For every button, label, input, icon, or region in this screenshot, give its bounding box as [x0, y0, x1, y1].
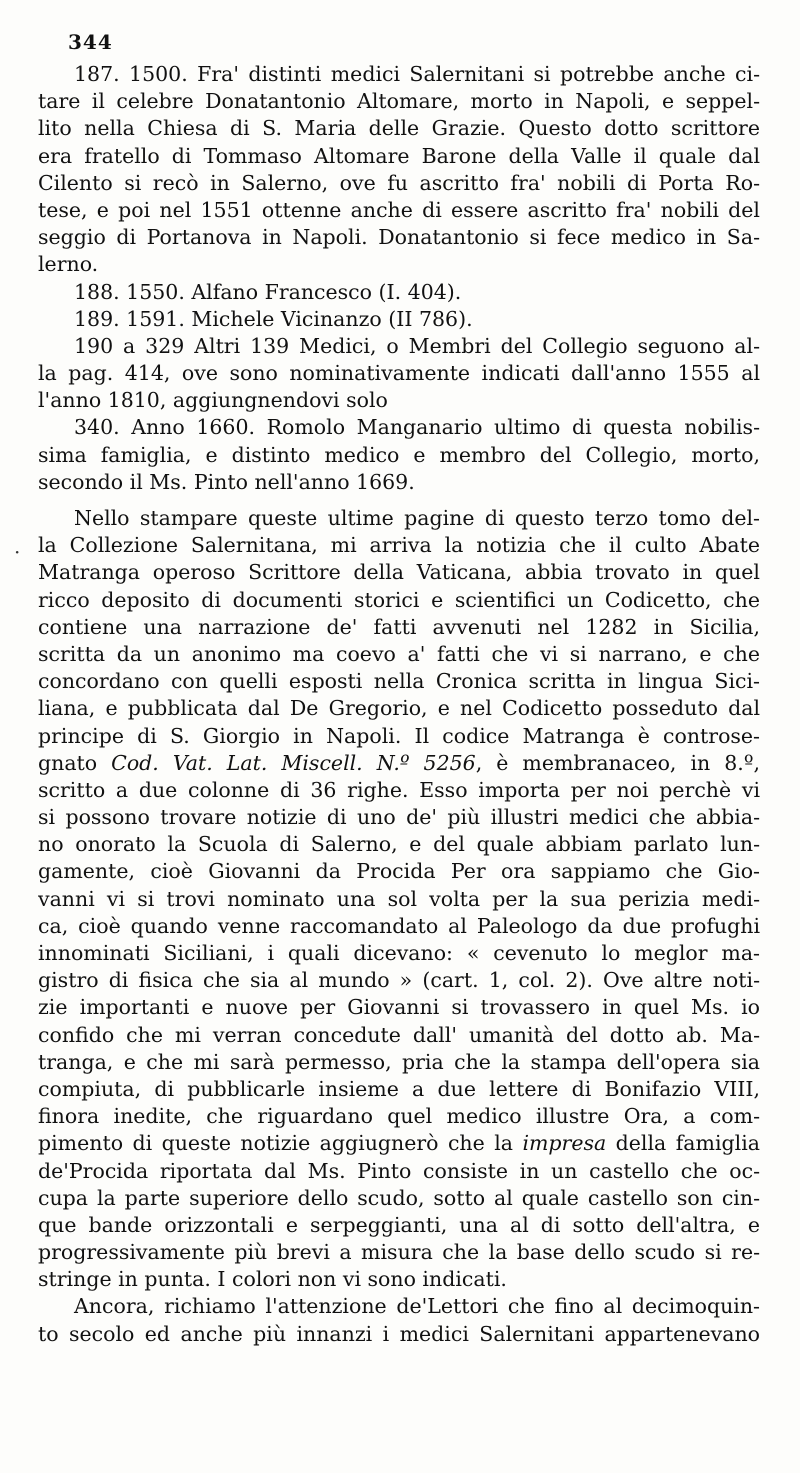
margin-mark-icon: · — [14, 540, 21, 564]
text-segment: gnato — [38, 750, 112, 775]
text-line: Matranga operoso Scrittore della Vaticana, abbia trovato in quel — [38, 560, 760, 585]
text-line: ca, cioè quando venne raccomandato al Paleologo da due profughi — [38, 913, 760, 938]
text-line: 188. 1550. Alfano Francesco (I. 404). — [74, 279, 462, 304]
text-segment: pimento di queste notizie aggiugnerò che la — [38, 1131, 523, 1156]
text-line: stringe in punta. I colori non vi sono indicati. — [38, 1267, 507, 1292]
text-line: contiene una narrazione de' fatti avvenuti nel 1282 in Sicilia, — [38, 614, 760, 639]
text-line: scritta da un anonimo ma coevo a' fatti che vi si narrano, e che — [38, 641, 760, 666]
text-line: era fratello di Tommaso Altomare Barone della Valle il quale dal — [38, 143, 760, 168]
text-line: l'anno 1810, aggiungnendovi solo — [38, 388, 388, 413]
text-line: lerno. — [38, 252, 99, 277]
text-line: secondo il Ms. Pinto nell'anno 1669. — [38, 469, 415, 494]
text-line: confido che mi verran concedute dall' umanità del dotto ab. Ma- — [38, 1022, 760, 1047]
text-line: de'Procida riportata dal Ms. Pinto consiste in un castello che oc- — [38, 1158, 760, 1183]
text-line: cupa la parte superiore dello scudo, sotto al quale castello son cin- — [38, 1185, 760, 1210]
text-line: zie importanti e nuove per Giovanni si trovassero in quel Ms. io — [38, 995, 760, 1020]
text-line: progressivamente più brevi a misura che la base dello scudo si re- — [38, 1240, 760, 1265]
text-line: tare il celebre Donatantonio Altomare, morto in Napoli, e seppel- — [38, 89, 760, 114]
text-line: lito nella Chiesa di S. Maria delle Grazie. Questo dotto scrittore — [38, 116, 760, 141]
text-line: tese, e poi nel 1551 ottenne anche di essere ascritto fra' nobili del — [38, 197, 760, 222]
text-line: finora inedite, che riguardano quel medico illustre Ora, a com- — [38, 1104, 760, 1129]
text-segment: della famiglia — [606, 1131, 760, 1156]
text-line: sima famiglia, e distinto medico e membro del Collegio, morto, — [38, 442, 760, 467]
text-line: 340. Anno 1660. Romolo Manganario ultimo di questa nobilis- — [74, 415, 760, 440]
italic-text: Cod. Vat. Lat. Miscell. N.º 5256 — [111, 750, 476, 775]
text-line: no onorato la Scuola di Salerno, e del quale abbiam parlato lun- — [38, 832, 760, 857]
text-line: que bande orizzontali e serpeggianti, una al di sotto dell'altra, e — [38, 1212, 760, 1237]
text-line: la Collezione Salernitana, mi arriva la notizia che il culto Abate — [38, 533, 760, 558]
text-line: 189. 1591. Michele Vicinanzo (II 786). — [74, 306, 473, 331]
text-line: Ancora, richiamo l'attenzione de'Lettori che fino al decimoquin- — [74, 1294, 760, 1319]
text-line: concordano con quelli esposti nella Cronica scritta in lingua Sici- — [38, 669, 760, 694]
text-line — [38, 750, 760, 777]
text-line: Cilento si recò in Salerno, ove fu ascritto fra' nobili di Porta Ro- — [38, 170, 760, 195]
paragraph-gap — [38, 496, 760, 505]
text-line: Nello stampare queste ultime pagine di questo terzo tomo del- — [74, 506, 760, 530]
text-line — [38, 1130, 760, 1157]
page-number: 344 — [68, 30, 113, 54]
medici-entries — [38, 61, 760, 496]
text-line: la pag. 414, ove sono nominativamente indicati dall'anno 1555 al — [38, 361, 760, 386]
text-line: ricco deposito di documenti storici e scientifici un Codicetto, che — [38, 587, 760, 612]
text-line: principe di S. Giorgio in Napoli. Il codice Matranga è controse- — [38, 723, 760, 748]
text-line: to secolo ed anche più innanzi i medici Salernitani appartenevano — [38, 1321, 760, 1346]
text-segment: , è membranaceo, in 8.º, — [475, 750, 760, 775]
page-text — [38, 61, 760, 1348]
text-line: si possono trovare notizie di uno de' più illustri medici che abbia- — [38, 805, 760, 830]
text-line: liana, e pubblicata dal De Gregorio, e nel Codicetto posseduto dal — [38, 696, 760, 721]
text-line: 187. 1500. Fra' distinti medici Salernitani si potrebbe anche ci- — [74, 62, 760, 86]
text-line: tranga, e che mi sarà permesso, pria che la stampa dell'opera sia — [38, 1049, 760, 1074]
text-line: compiuta, di pubblicarle insieme a due lettere di Bonifazio VIII, — [38, 1076, 760, 1101]
text-line: gistro di fisica che sia al mundo » (cart. 1, col. 2). Ove altre noti- — [38, 968, 760, 993]
text-line: scritto a due colonne di 36 righe. Esso importa per noi perchè vi — [38, 777, 760, 802]
text-line: seggio di Portanova in Napoli. Donatantonio si fece medico in Sa- — [38, 225, 760, 250]
text-line: innominati Siciliani, i quali dicevano: « cevenuto lo meglor ma- — [38, 941, 760, 965]
text-line: gamente, cioè Giovanni da Procida Per ora sappiamo che Gio- — [38, 859, 760, 884]
main-paragraphs — [38, 505, 760, 1348]
text-line: 190 a 329 Altri 139 Medici, o Membri del Collegio seguono al- — [74, 333, 760, 358]
italic-text: impresa — [522, 1131, 607, 1156]
text-line: vanni vi si trovi nominato una sol volta per la sua perizia medi- — [38, 886, 760, 911]
